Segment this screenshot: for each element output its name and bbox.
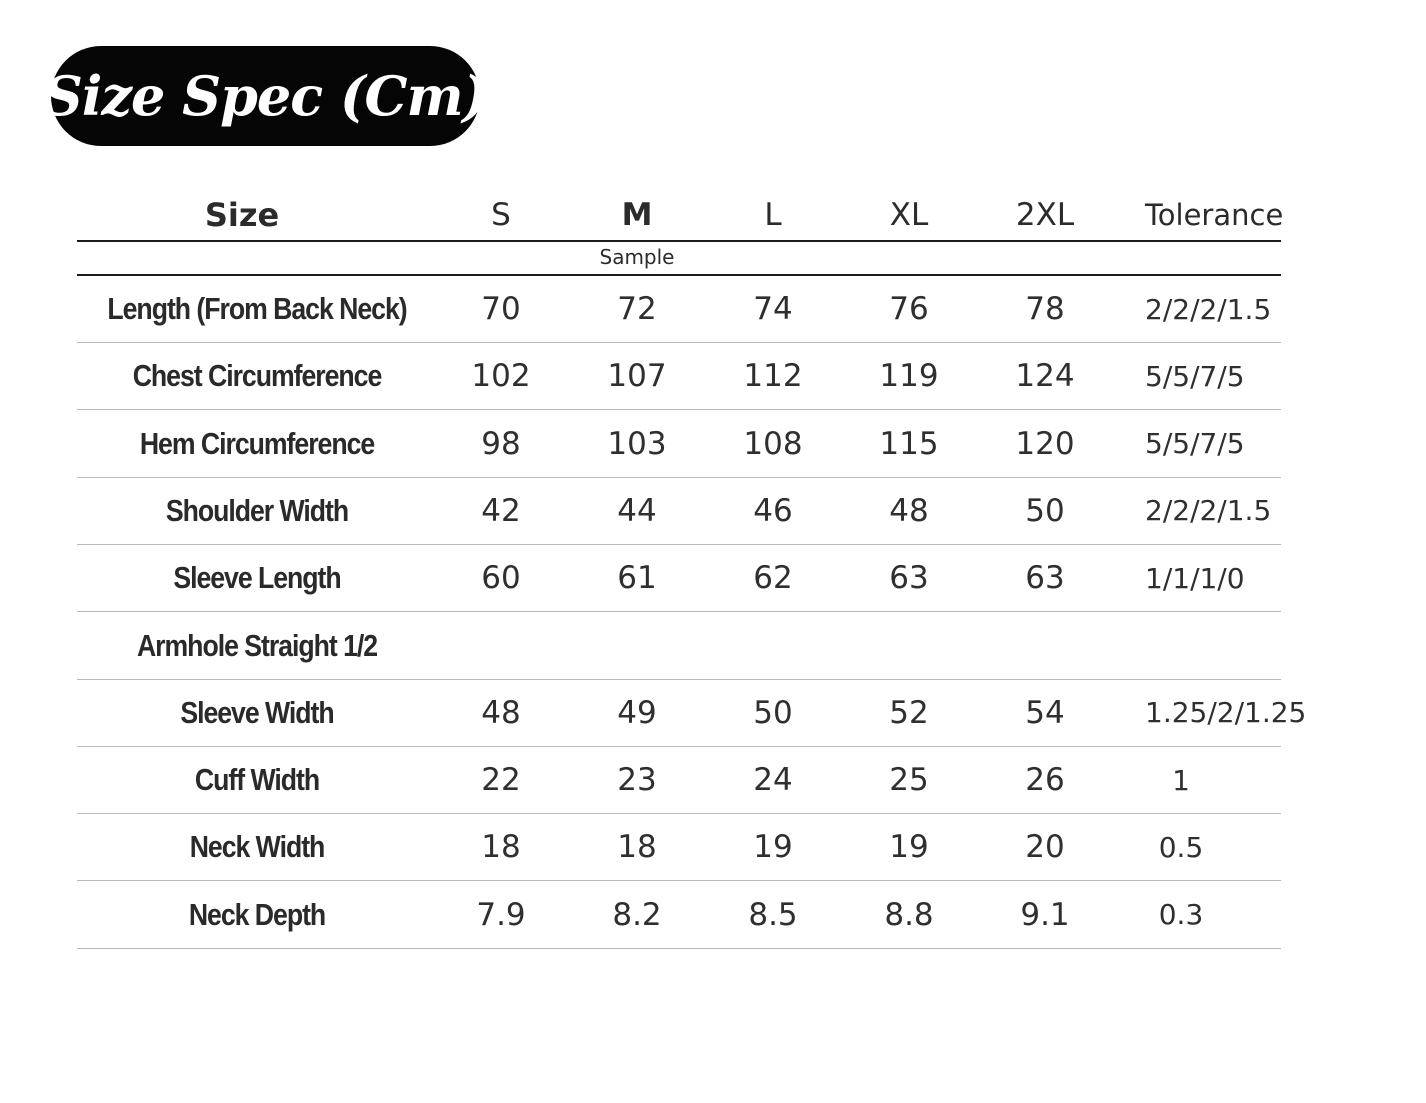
- tolerance-value: 1: [1172, 763, 1190, 797]
- tolerance-value: 2/2/2/1.5: [1145, 292, 1272, 326]
- tolerance-value: 1.25/2/1.25: [1145, 696, 1307, 730]
- value-l: 50: [753, 694, 793, 731]
- value-s: 60: [481, 560, 521, 597]
- table-row: [77, 411, 1281, 478]
- table-row: [77, 882, 1281, 949]
- row-label: Hem Circumference: [139, 425, 375, 461]
- table-row: [77, 343, 1281, 410]
- table-row: [77, 747, 1281, 814]
- value-2xl: 78: [1025, 291, 1065, 327]
- value-s: 70: [481, 291, 521, 327]
- value-m: 44: [617, 492, 657, 529]
- value-m: 23: [617, 762, 657, 799]
- value-s: [433, 613, 569, 679]
- title-banner: [43, 46, 488, 146]
- value-xl: 63: [889, 560, 929, 597]
- row-label: Armhole Straight 1/2: [136, 627, 378, 663]
- sample-label: Sample: [599, 245, 675, 269]
- table-row: [77, 545, 1281, 612]
- value-xl: 119: [879, 358, 939, 395]
- value-m: [569, 613, 705, 679]
- value-2xl: 9.1: [1020, 896, 1070, 933]
- value-m: 103: [607, 425, 667, 462]
- value-l: 24: [753, 762, 793, 799]
- header-size-2xl: 2XL: [1015, 197, 1075, 233]
- tolerance-value: 2/2/2/1.5: [1145, 494, 1272, 528]
- row-label: Chest Circumference: [132, 358, 382, 394]
- value-2xl: 120: [1015, 425, 1075, 462]
- tolerance-value: [1145, 613, 1345, 679]
- value-xl: 52: [889, 694, 929, 731]
- tolerance-value: 1/1/1/0: [1145, 561, 1245, 595]
- value-m: 61: [617, 560, 657, 597]
- row-label: Sleeve Width: [180, 694, 334, 730]
- value-l: 8.5: [748, 896, 798, 933]
- value-m: 107: [607, 358, 667, 395]
- value-2xl: 54: [1025, 694, 1065, 731]
- value-2xl: 26: [1025, 762, 1065, 799]
- value-l: 74: [753, 291, 793, 327]
- value-xl: 19: [889, 829, 929, 866]
- value-l: [705, 613, 841, 679]
- row-label: Sleeve Length: [173, 560, 341, 596]
- header-tolerance: Tolerance: [1145, 198, 1284, 232]
- value-l: 62: [753, 560, 793, 597]
- tolerance-value: 5/5/7/5: [1145, 427, 1245, 461]
- header-size-l: L: [764, 197, 782, 233]
- row-label: Cuff Width: [194, 762, 320, 798]
- value-l: 108: [743, 425, 803, 462]
- value-l: 112: [743, 358, 803, 395]
- value-2xl: 63: [1025, 560, 1065, 597]
- table-row: [77, 276, 1281, 343]
- value-s: 42: [481, 492, 521, 529]
- row-label: Length (From Back Neck): [107, 291, 407, 326]
- value-2xl: 124: [1015, 358, 1075, 395]
- table-row: [77, 478, 1281, 545]
- value-s: 22: [481, 762, 521, 799]
- header-size-m: M: [621, 197, 653, 233]
- row-label: Neck Depth: [188, 896, 326, 932]
- value-2xl: 50: [1025, 492, 1065, 529]
- value-m: 8.2: [612, 896, 662, 933]
- tolerance-value: 5/5/7/5: [1145, 359, 1245, 393]
- row-label: Shoulder Width: [165, 492, 349, 528]
- value-m: 18: [617, 829, 657, 866]
- table-row: [77, 680, 1307, 747]
- value-2xl: [977, 613, 1113, 679]
- value-s: 98: [481, 425, 521, 462]
- row-label: Neck Width: [189, 829, 325, 865]
- value-s: 48: [481, 694, 521, 731]
- value-s: 18: [481, 829, 521, 866]
- table-row: [77, 814, 1281, 881]
- value-l: 19: [753, 829, 793, 866]
- table-row: [77, 613, 1281, 680]
- value-xl: 8.8: [884, 896, 934, 933]
- tolerance-value: 0.3: [1158, 898, 1204, 932]
- value-m: 49: [617, 694, 657, 731]
- sample-row: [77, 242, 1281, 272]
- tolerance-value: 0.5: [1158, 830, 1204, 864]
- value-l: 46: [753, 492, 793, 529]
- table-header-row: [77, 190, 1284, 240]
- value-s: 7.9: [476, 896, 526, 933]
- value-xl: [841, 613, 977, 679]
- value-xl: 48: [889, 492, 929, 529]
- header-size-xl: XL: [889, 197, 929, 233]
- header-size-s: S: [491, 197, 511, 233]
- header-size-label: Size: [204, 196, 280, 234]
- value-s: 102: [471, 358, 531, 395]
- page-title: Size Spec (Cm): [43, 64, 488, 128]
- value-xl: 25: [889, 762, 929, 799]
- value-2xl: 20: [1025, 829, 1065, 866]
- value-xl: 115: [879, 425, 939, 462]
- value-xl: 76: [889, 291, 929, 327]
- value-m: 72: [617, 291, 657, 327]
